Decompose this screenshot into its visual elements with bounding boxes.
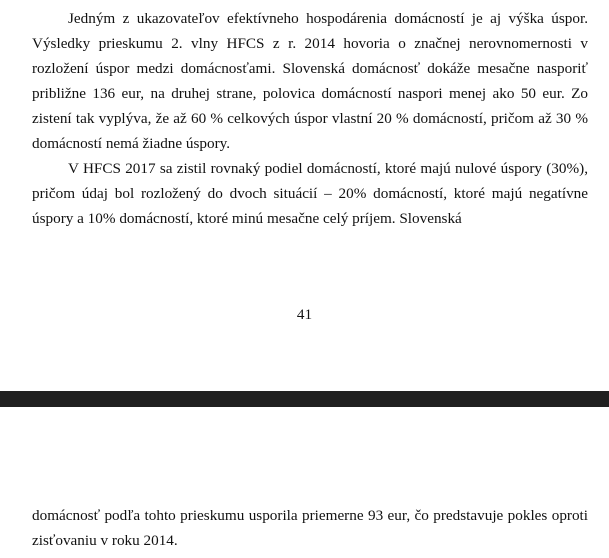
page-separator xyxy=(0,391,609,407)
page-body-text xyxy=(32,6,588,231)
document-page-42 xyxy=(0,407,609,558)
page-number: 41 xyxy=(296,306,313,323)
page-body-text xyxy=(32,503,588,553)
paragraph-savings-2014: Jedným z ukazovateľov efektívneho hospodárenia domácností je aj výška úspor. Výsledky prieskumu 2. vlny HFCS z r. 2014 hovoria o značnej nerovnomernosti v rozložení úspor medzi domácnosťami. Slovenská domácnosť dokáže mesačne nasporiť približne 136 eur, na druhej strane, polovica domácností naspori menej ako 50 eur. Zo zistení tak vyplýva, že až 60 % celkových úspor vlastní 20 % domácností, pričom až 30 % domácností nemá žiadne úspory. xyxy=(32,10,588,152)
paragraph-continuation: domácnosť podľa tohto prieskumu usporila priemerne 93 eur, čo predstavuje pokles oproti zisťovaniu v roku 2014. xyxy=(32,507,588,549)
paragraph-hfcs-2017: V HFCS 2017 sa zistil rovnaký podiel domácností, ktoré majú nulové úspory (30%), pričom údaj bol rozložený do dvoch situácií – 20% domácností, ktoré majú negatívne úspory a 10% domácností, ktoré minú mesačne celý príjem. Slovenská xyxy=(32,160,588,227)
